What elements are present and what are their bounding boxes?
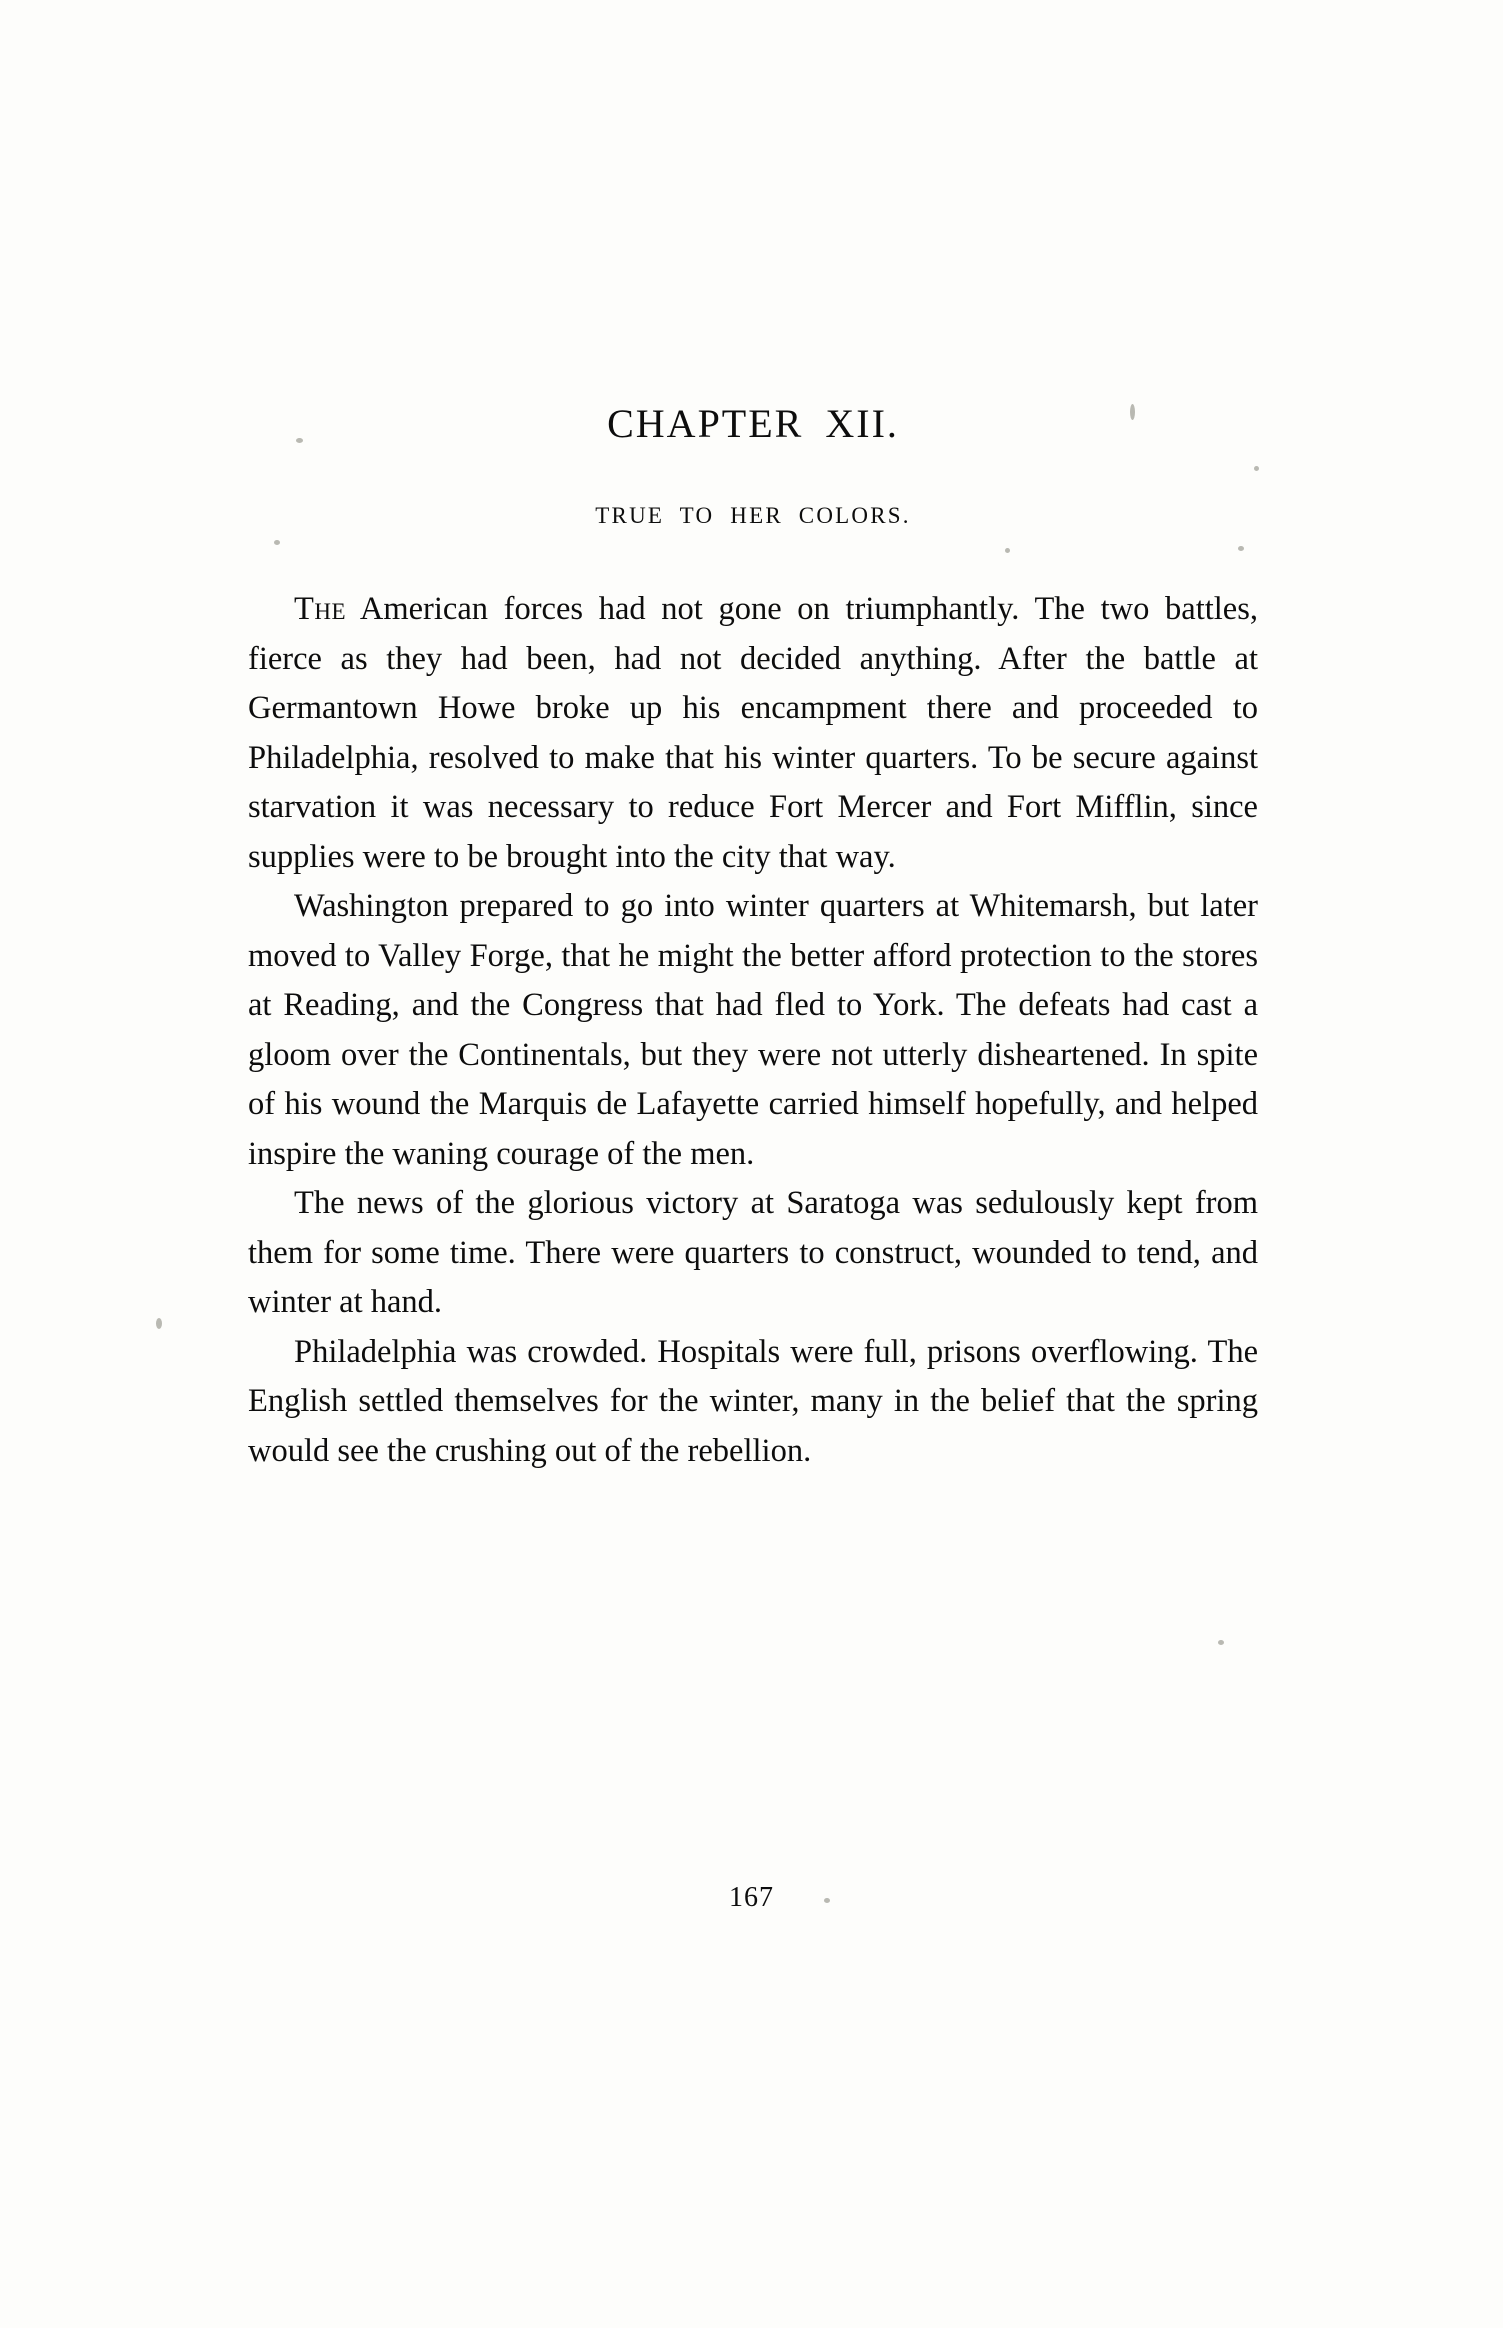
paragraph-text: American forces had not gone on triumphantly. The two battles, fierce as they had been, had not decided anything. After the battle at Germantown Howe broke up his encampment there and proceeded to Philadelphia, resolved to make that his winter quarters. To be secure against starvation it was necessary to reduce Fort Mercer and Fort Mifflin, since supplies were to be brought into the city that way. bbox=[248, 591, 1258, 875]
paragraph bbox=[248, 585, 1258, 882]
page-content bbox=[248, 400, 1258, 1476]
scan-speck bbox=[1218, 1640, 1224, 1645]
paragraph-text: Washington prepared to go into winter quarters at Whitemarsh, but later moved to Valley Forge, that he might the better afford protection to the stores at Reading, and the Congress that had fled to York. The defeats had cast a gloom over the Continentals, but they were not utterly disheartened. In spite of his wound the Marquis de Lafayette carried himself hopefully, and helped inspire the waning courage of the men. bbox=[248, 888, 1258, 1172]
paragraph-text: Philadelphia was crowded. Hospitals were full, prisons overflowing. The English settled themselves for the winter, many in the belief that the spring would see the crushing out of the rebellion. bbox=[248, 1333, 1258, 1469]
scan-speck bbox=[156, 1318, 162, 1329]
page-number: 167 bbox=[729, 1882, 774, 1913]
paragraph-text: The news of the glorious victory at Saratoga was sedulously kept from them for some time. There were quarters to construct, wounded to tend, and winter at hand. bbox=[248, 1185, 1258, 1320]
paragraph bbox=[248, 1328, 1258, 1477]
paragraph bbox=[248, 1179, 1258, 1328]
chapter-subtitle: TRUE TO HER COLORS. bbox=[595, 503, 911, 528]
paragraph bbox=[248, 882, 1258, 1179]
page-title: CHAPTER XII. bbox=[607, 401, 899, 446]
paragraph-lead-word: The bbox=[294, 591, 347, 627]
